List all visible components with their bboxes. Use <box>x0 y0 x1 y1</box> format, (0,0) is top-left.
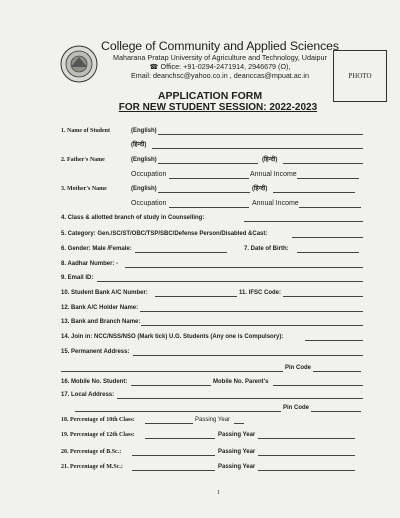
student-name-hindi-label: (हिन्दी) <box>131 142 147 148</box>
university-name: Maharana Pratap University of Agriculture and Technology, Udaipur <box>113 53 327 62</box>
field-aadhar-label: 8. Aadhar Number: - <box>61 261 119 267</box>
ifsc-field[interactable] <box>283 296 363 297</box>
passing-year-12th-field[interactable] <box>258 438 355 439</box>
passing-year-10th-label: Passing Year <box>195 417 231 423</box>
dob-field[interactable] <box>297 252 359 253</box>
field-mother-name-label: 3. Mother's Name <box>61 186 107 192</box>
father-income-label: Annual Income <box>250 171 297 178</box>
office-phone: ☎ Office: +91-0294-2471914, 2946679 (O), <box>149 62 291 71</box>
session-title: FOR NEW STUDENT SESSION: 2022-2023 <box>118 102 318 113</box>
mother-name-english-label: (English) <box>131 186 157 192</box>
college-header <box>100 40 340 80</box>
local-pin-field[interactable] <box>311 411 361 412</box>
mobile-parent-label: Mobile No. Parent's <box>213 379 269 385</box>
field-gender-label: 6. Gender: Male /Female: <box>61 246 132 252</box>
student-name-hindi-field[interactable] <box>152 148 363 149</box>
field-12th-label: 19. Percentage of 12th Class: <box>61 432 135 438</box>
passing-year-bsc-field[interactable] <box>258 455 355 456</box>
gender-field[interactable] <box>135 252 227 253</box>
local-address-field-2[interactable] <box>75 411 281 412</box>
father-occupation-label: Occupation <box>131 171 167 178</box>
field-ifsc-label: 11. IFSC Code: <box>239 290 282 296</box>
field-local-address-label: 17. Local Address: <box>61 392 115 398</box>
father-name-hindi-label: (हिन्दी) <box>262 157 278 163</box>
field-father-name-label: 2. Father's Name <box>61 157 105 163</box>
field-email-label: 9. Email ID: <box>61 275 94 281</box>
permanent-address-field-1[interactable] <box>133 355 363 356</box>
mother-occupation-label: Occupation <box>131 200 167 207</box>
father-income-field[interactable] <box>297 178 359 179</box>
student-name-english-field[interactable] <box>158 134 363 135</box>
permanent-pin-field[interactable] <box>313 371 361 372</box>
bank-branch-field[interactable] <box>141 325 363 326</box>
mother-income-field[interactable] <box>299 207 361 208</box>
field-holder-name-label: 12. Bank A/C Holder Name: <box>61 305 139 311</box>
mother-name-english-field[interactable] <box>158 192 250 193</box>
field-join-label: 14. Join in: NCC/NSS/NSO (Mark tick) U.G. Students (Any one is Compulsory): <box>61 334 284 340</box>
father-occupation-field[interactable] <box>169 178 249 179</box>
percentage-10th-field[interactable] <box>145 423 193 424</box>
email-field[interactable] <box>97 281 363 282</box>
father-name-english-field[interactable] <box>158 163 258 164</box>
passing-year-msc-label: Passing Year <box>218 464 256 470</box>
mother-occupation-field[interactable] <box>169 207 249 208</box>
student-name-english-label: (English) <box>131 128 157 134</box>
university-seal-logo <box>60 45 98 83</box>
field-bsc-label: 20. Percentage of B.Sc.: <box>61 449 122 455</box>
photo-label: PHOTO <box>348 72 372 80</box>
field-bank-branch-label: 13. Bank and Branch Name: <box>61 319 141 325</box>
college-name: College of Community and Applied Sciences <box>101 39 339 53</box>
percentage-bsc-field[interactable] <box>132 455 215 456</box>
field-mobile-student-label: 16. Mobile No. Student: <box>61 379 128 385</box>
field-msc-label: 21. Percentage of M.Sc.: <box>61 464 123 470</box>
field-category-label: 5. Category: Gen./SC/ST/OBC/TSP/SBC/Defense Person/Disabled &Cast: <box>61 231 268 237</box>
holder-name-field[interactable] <box>140 311 363 312</box>
page-number: 1 <box>217 490 220 496</box>
mother-name-hindi-label: (हिन्दी) <box>252 186 268 192</box>
passing-year-bsc-label: Passing Year <box>218 449 256 455</box>
mother-income-label: Annual Income <box>252 200 299 207</box>
aadhar-field[interactable] <box>125 267 363 268</box>
field-bank-account-label: 10. Student Bank A/C Number: <box>61 290 148 296</box>
mobile-parent-field[interactable] <box>273 385 363 386</box>
form-title: APPLICATION FORM <box>157 90 263 102</box>
local-address-field-1[interactable] <box>117 398 363 399</box>
local-pin-label: Pin Code <box>283 405 310 411</box>
class-branch-field[interactable] <box>244 221 363 222</box>
permanent-pin-label: Pin Code <box>285 365 312 371</box>
category-field[interactable] <box>292 237 363 238</box>
passing-year-msc-field[interactable] <box>258 470 355 471</box>
field-10th-label: 18. Percentage of 10th Class: <box>61 417 135 423</box>
mobile-student-field[interactable] <box>131 385 211 386</box>
father-name-hindi-field[interactable] <box>283 163 363 164</box>
passing-year-10th-field[interactable] <box>234 423 244 424</box>
father-name-english-label: (English) <box>131 157 157 163</box>
field-permanent-address-label: 15. Permanent Address: <box>61 349 130 355</box>
permanent-address-field-2[interactable] <box>61 371 283 372</box>
passing-year-12th-label: Passing Year <box>218 432 256 438</box>
percentage-12th-field[interactable] <box>145 438 215 439</box>
contact-email: Email: deanchsc@yahoo.co.in , deanccas@mpuat.ac.in <box>130 71 309 80</box>
field-class-branch-label: 4. Class & allotted branch of study in Counselling: <box>61 215 205 221</box>
bank-account-field[interactable] <box>155 296 237 297</box>
percentage-msc-field[interactable] <box>132 470 215 471</box>
field-dob-label: 7. Date of Birth: <box>244 246 289 252</box>
photo-box <box>333 50 387 102</box>
mother-name-hindi-field[interactable] <box>273 192 355 193</box>
field-student-name-label: 1. Name of Student <box>61 128 110 134</box>
join-field[interactable] <box>305 340 363 341</box>
